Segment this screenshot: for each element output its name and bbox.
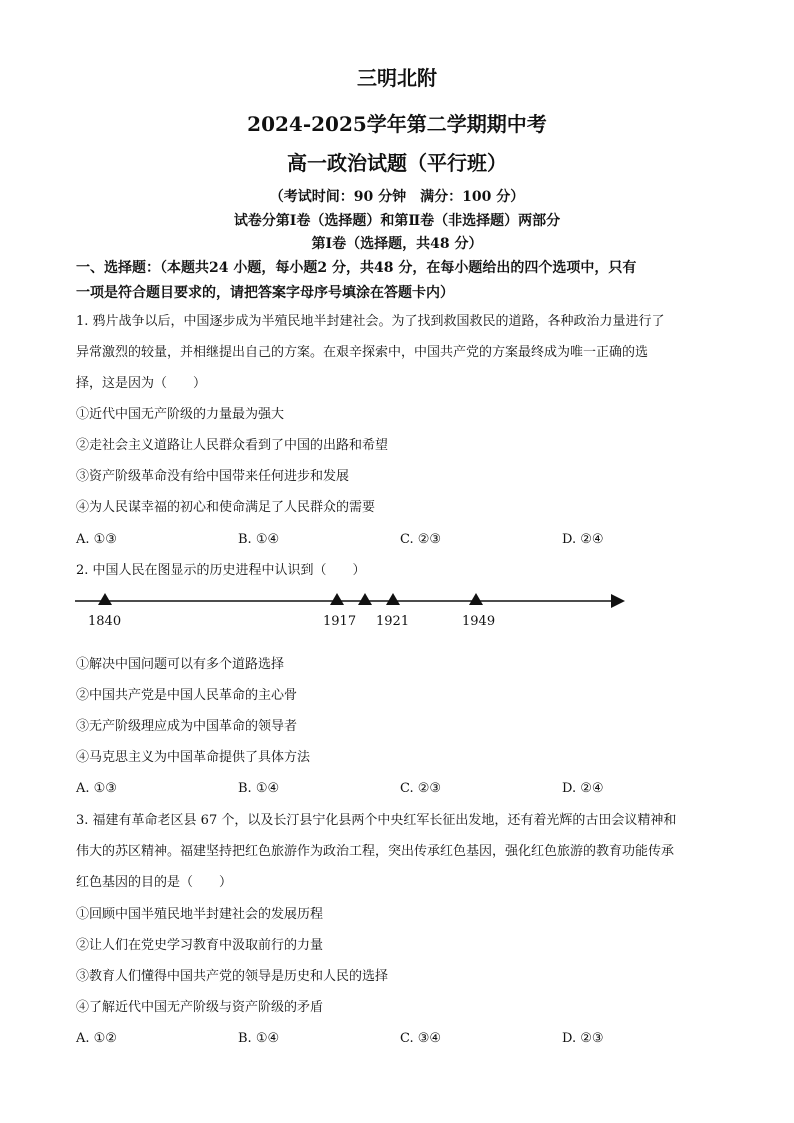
q1-option-3: ③资产阶级革命没有给中国带来任何进步和发展 <box>76 469 350 484</box>
q3-choice-d[interactable]: D. ②③ <box>562 1031 604 1046</box>
timeline-marker-1840 <box>98 593 112 605</box>
q1-stem-line2: 异常激烈的较量，并相继提出自己的方案。在艰辛探索中，中国共产党的方案最终成为唯一正确的选 <box>76 345 649 360</box>
q2-option-4: ④马克思主义为中国革命提供了具体方法 <box>76 750 311 765</box>
timeline-arrow-icon <box>611 594 625 608</box>
paper-structure: 试卷分第Ⅰ卷（选择题）和第Ⅱ卷（非选择题）两部分 <box>233 213 561 229</box>
q1-option-1: ①近代中国无产阶级的力量最为强大 <box>76 407 285 422</box>
q3-choice-a[interactable]: A. ①② <box>76 1031 117 1046</box>
q2-choices <box>76 779 726 799</box>
q3-stem-line3: 红色基因的目的是（ ） <box>76 875 233 890</box>
timeline-marker-mid <box>358 593 372 605</box>
exam-title: 2024-2025学年第二学期期中考 <box>247 112 547 136</box>
part-one-heading: 第Ⅰ卷（选择题，共48 分） <box>311 236 483 252</box>
timeline-year-1917: 1917 <box>323 614 357 629</box>
q2-choice-a[interactable]: A. ①③ <box>76 781 117 796</box>
q2-option-1: ①解决中国问题可以有多个道路选择 <box>76 657 285 672</box>
q3-choices <box>76 1029 726 1049</box>
q3-choice-c[interactable]: C. ③④ <box>400 1031 442 1046</box>
q1-stem-line3: 择，这是因为（ ） <box>76 376 207 391</box>
q1-stem-line1: 1. 鸦片战争以后，中国逐步成为半殖民地半封建社会。为了找到救国救民的道路，各种政治力量进行了 <box>76 314 665 329</box>
timeline-year-1949: 1949 <box>462 614 496 629</box>
q2-choice-b[interactable]: B. ①④ <box>238 781 280 796</box>
q3-choice-b[interactable]: B. ①④ <box>238 1031 280 1046</box>
q1-choice-d[interactable]: D. ②④ <box>562 532 604 547</box>
q2-choice-d[interactable]: D. ②④ <box>562 781 604 796</box>
q1-option-2: ②走社会主义道路让人民群众看到了中国的出路和希望 <box>76 438 389 453</box>
q1-choices <box>76 530 726 550</box>
q3-stem-line1: 3. 福建有革命老区县 67 个，以及长汀县宁化县两个中央红军长征出发地，还有着光辉的古田会议精神和 <box>76 813 677 828</box>
q2-option-3: ③无产阶级理应成为中国革命的领导者 <box>76 719 298 734</box>
q3-stem-line2: 伟大的苏区精神。福建坚持把红色旅游作为政治工程，突出传承红色基因，强化红色旅游的教育功能传承 <box>76 844 675 859</box>
timeline-marker-1949 <box>469 593 483 605</box>
school-name: 三明北附 <box>357 66 437 90</box>
q3-option-2: ②让人们在党史学习教育中汲取前行的力量 <box>76 938 324 953</box>
q2-stem-line1: 2. 中国人民在图显示的历史进程中认识到（ ） <box>76 563 366 578</box>
q2-choice-c[interactable]: C. ②③ <box>400 781 442 796</box>
q1-choice-c[interactable]: C. ②③ <box>400 532 442 547</box>
section-instruction-line2: 一项是符合题目要求的，请把答案字母序号填涂在答题卡内） <box>76 285 454 301</box>
q1-choice-b[interactable]: B. ①④ <box>238 532 280 547</box>
section-instruction-line1: 一、选择题：（本题共24 小题，每小题2 分，共48 分，在每小题给出的四个选项中，只有 <box>76 260 637 276</box>
q1-choice-a[interactable]: A. ①③ <box>76 532 117 547</box>
q3-option-4: ④了解近代中国无产阶级与资产阶级的矛盾 <box>76 1000 324 1015</box>
timeline-marker-1921 <box>386 593 400 605</box>
time-info: （考试时间：90 分钟 满分：100 分） <box>269 189 525 205</box>
q2-option-2: ②中国共产党是中国人民革命的主心骨 <box>76 688 298 703</box>
q1-option-4: ④为人民谋幸福的初心和使命满足了人民群众的需要 <box>76 500 376 515</box>
q3-option-1: ①回顾中国半殖民地半封建社会的发展历程 <box>76 907 324 922</box>
timeline-year-1921: 1921 <box>376 614 410 629</box>
subject-title: 高一政治试题（平行班） <box>287 151 507 175</box>
timeline-year-1840: 1840 <box>88 614 122 629</box>
timeline-marker-1917 <box>330 593 344 605</box>
q3-option-3: ③教育人们懂得中国共产党的领导是历史和人民的选择 <box>76 969 389 984</box>
